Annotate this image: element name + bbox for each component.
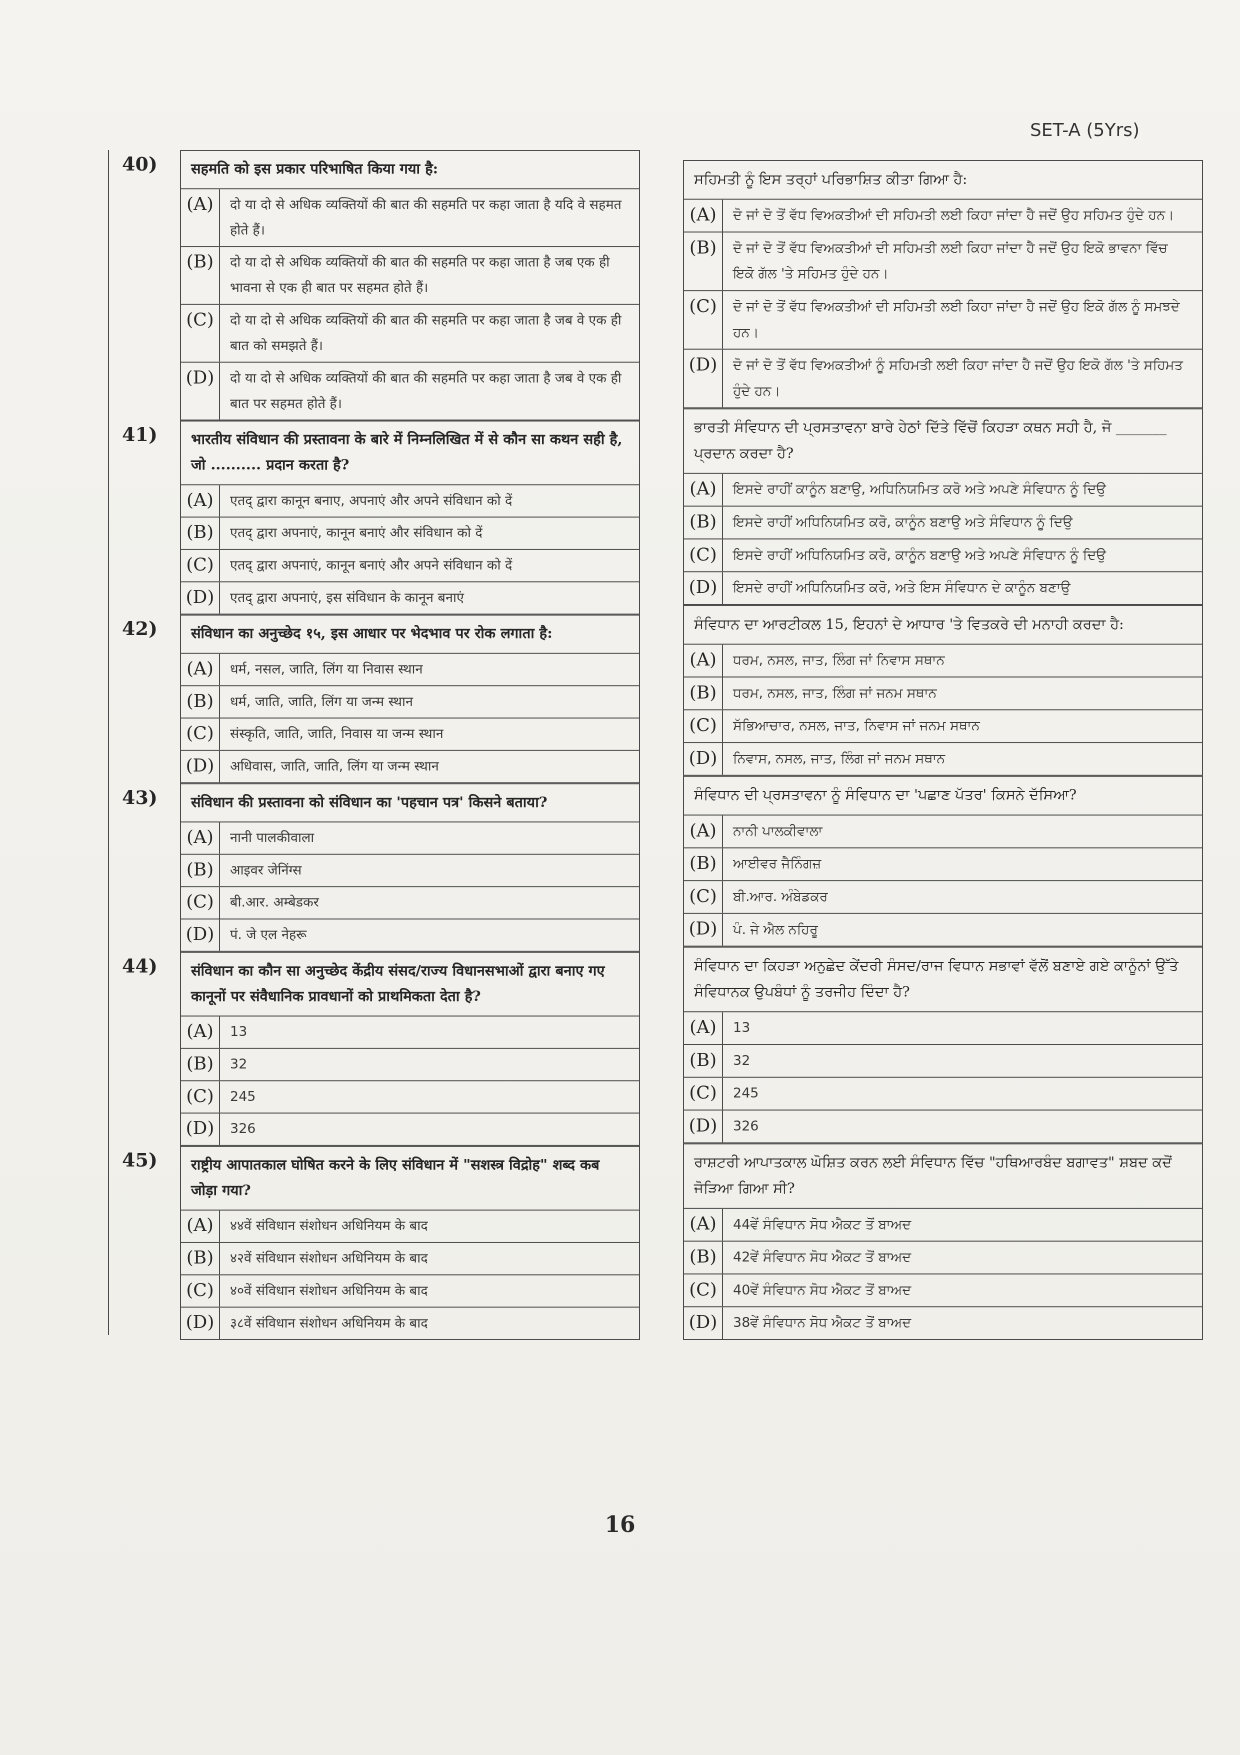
question-number: 45) [122, 1149, 158, 1172]
option-letter: (C) [181, 550, 220, 581]
option-letter: (C) [684, 710, 723, 742]
option-row [684, 881, 1202, 914]
option-row [181, 247, 639, 305]
question-block-punjabi [683, 605, 1203, 776]
option-letter: (A) [684, 645, 723, 677]
option-text: एतद् द्वारा अपनाएं, कानून बनाएं और संविधान को दें [230, 525, 483, 542]
option-row [181, 887, 639, 919]
hindi-column [108, 150, 640, 1340]
option-text: दो या दो से अधिक व्यक्तियों की बात की सहमति पर कहा जाता है जब एक ही भावना से एक ही बात पर सहमत होते हैं। [230, 254, 610, 297]
option-text: ਸੱਭਿਆਚਾਰ, ਨਸਲ, ਜਾਤ, ਨਿਵਾਸ ਜਾਂ ਜਨਮ ਸਥਾਨ [733, 718, 980, 735]
option-row [684, 507, 1202, 540]
option-text: 245 [733, 1085, 759, 1102]
question-block-punjabi [683, 160, 1203, 408]
option-row [684, 1209, 1202, 1242]
option-row [181, 189, 639, 247]
option-row [684, 474, 1202, 507]
question-block-punjabi [683, 408, 1203, 605]
question-block-hindi [180, 150, 640, 421]
option-row [181, 855, 639, 887]
question-stem: भारतीय संविधान की प्रस्तावना के बारे में निम्नलिखित में से कौन सा कथन सही है, जो .......... प्रदान करता है? [181, 422, 639, 486]
option-text: एतद् द्वारा अपनाएं, कानून बनाएं और अपने संविधान को दें [230, 557, 513, 574]
option-letter: (A) [181, 485, 220, 516]
option-row [684, 816, 1202, 849]
option-row [684, 848, 1202, 881]
option-row [684, 1045, 1202, 1078]
option-text: ਧਰਮ, ਨਸਲ, ਜਾਤ, ਲਿੰਗ ਜਾਂ ਜਨਮ ਸਥਾਨ [733, 685, 937, 702]
option-letter: (A) [684, 1012, 723, 1044]
question-number: 41) [122, 424, 158, 447]
option-row [181, 1243, 639, 1275]
option-text: आइवर जेनिंग्स [230, 862, 302, 879]
question-stem: ਸੰਵਿਧਾਨ ਦਾ ਆਰਟੀਕਲ 15, ਇਹਨਾਂ ਦੇ ਆਧਾਰ 'ਤੇ ਵਿਤਕਰੇ ਦੀ ਮਨਾਹੀ ਕਰਦਾ ਹੈ: [684, 606, 1202, 645]
option-row [684, 1242, 1202, 1275]
page-number: 16 [604, 1512, 636, 1538]
option-text: 32 [230, 1056, 248, 1073]
option-letter: (D) [684, 1111, 723, 1143]
option-row [684, 539, 1202, 572]
option-row [181, 654, 639, 686]
option-text: ਦੋ ਜਾਂ ਦੋ ਤੋਂ ਵੱਧ ਵਿਅਕਤੀਆਂ ਦੀ ਸਹਿਮਤੀ ਲਈ ਕਿਹਾ ਜਾਂਦਾ ਹੈ ਜਦੋਂ ਉਹ ਇਕੋ ਗੱਲ ਨੂੰ ਸਮਝਦੇ ਹਨ। [733, 299, 1180, 341]
option-row [684, 1111, 1202, 1144]
option-text: संस्कृति, जाति, जाति, निवास या जन्म स्थान [230, 726, 444, 743]
option-row [684, 743, 1202, 776]
option-letter: (A) [684, 816, 723, 848]
option-row [181, 822, 639, 854]
option-row [181, 1114, 639, 1146]
option-row [181, 1275, 639, 1307]
option-text: दो या दो से अधिक व्यक्तियों की बात की सहमति पर कहा जाता है जब वे एक ही बात पर सहमत होते हैं। [230, 370, 622, 412]
option-letter: (B) [684, 1045, 723, 1077]
question-stem: संविधान का कौन सा अनुच्छेद केंद्रीय संसद/राज्य विधानसभाओं द्वारा बनाए गए कानूनों पर संवैधानिक प्रावधानों को प्राथमिकता देता है? [181, 953, 639, 1017]
option-letter: (C) [684, 291, 723, 349]
punjabi-column [683, 160, 1203, 1340]
option-row [181, 1211, 639, 1243]
option-row [181, 1049, 639, 1081]
option-letter: (A) [181, 822, 220, 853]
option-text: ४४वें संविधान संशोधन अधिनियम के बाद [230, 1218, 428, 1235]
option-text: ४२वें संविधान संशोधन अधिनियम के बाद [230, 1250, 428, 1267]
option-row [181, 919, 639, 951]
option-letter: (D) [684, 743, 723, 775]
question-block-hindi [180, 783, 640, 952]
option-letter: (B) [181, 518, 220, 549]
option-text: ਆਈਵਰ ਜੈਨਿੰਗਜ਼ [733, 856, 822, 873]
option-text: ਇਸਦੇ ਰਾਹੀਂ ਅਧਿਨਿਯਮਿਤ ਕਰੋ, ਅਤੇ ਇਸ ਸੰਵਿਧਾਨ ਦੇ ਕਾਨੂੰਨ ਬਣਾਉ [733, 580, 1071, 597]
option-row [181, 1017, 639, 1049]
question-number: 42) [122, 618, 158, 641]
option-text: अधिवास, जाति, जाति, लिंग या जन्म स्थान [230, 758, 439, 775]
option-row [684, 291, 1202, 350]
option-row [684, 1307, 1202, 1340]
option-text: दो या दो से अधिक व्यक्तियों की बात की सहमति पर कहा जाता है जब वे एक ही बात को समझते हैं। [230, 312, 622, 354]
question-block-hindi [180, 1146, 640, 1340]
option-row [181, 751, 639, 783]
option-letter: (C) [684, 881, 723, 913]
option-text: दो या दो से अधिक व्यक्तियों की बात की सहमति पर कहा जाता है यदि वे सहमत होते हैं। [230, 197, 622, 239]
option-text: ३८वें संविधान संशोधन अधिनियम के बाद [230, 1315, 428, 1332]
option-letter: (A) [684, 200, 723, 232]
option-letter: (A) [684, 1209, 723, 1241]
option-letter: (A) [181, 189, 220, 246]
option-text: 13 [733, 1020, 751, 1037]
option-row [684, 677, 1202, 710]
option-letter: (B) [684, 507, 723, 539]
option-row [181, 1081, 639, 1113]
option-row [684, 710, 1202, 743]
option-row [181, 719, 639, 751]
option-row [684, 1274, 1202, 1307]
question-block-punjabi [683, 776, 1203, 947]
option-row [684, 572, 1202, 605]
option-text: एतद् द्वारा अपनाएं, इस संविधान के कानून बनाएं [230, 590, 464, 606]
option-letter: (D) [181, 1308, 220, 1339]
option-text: ਇਸਦੇ ਰਾਹੀਂ ਕਾਨੂੰਨ ਬਣਾਉ, ਅਧਿਨਿਯਮਿਤ ਕਰੋ ਅਤੇ ਅਪਣੇ ਸੰਵਿਧਾਨ ਨੂੰ ਦਿਉ [733, 481, 1106, 498]
question-number: 43) [122, 787, 158, 809]
option-letter: (D) [684, 350, 723, 408]
option-row [684, 1078, 1202, 1111]
question-stem: ਸਹਿਮਤੀ ਨੂੰ ਇਸ ਤਰ੍ਹਾਂ ਪਰਿਭਾਸ਼ਿਤ ਕੀਤਾ ਗਿਆ ਹੈ: [684, 161, 1202, 200]
option-row [684, 200, 1202, 233]
option-row [181, 582, 639, 614]
option-letter: (C) [181, 1081, 220, 1112]
question-block-punjabi [683, 1143, 1203, 1340]
option-text: 13 [230, 1024, 248, 1041]
question-number: 44) [122, 955, 158, 978]
option-row [181, 363, 639, 421]
option-row [181, 1308, 639, 1340]
option-letter: (A) [181, 654, 220, 685]
option-row [684, 233, 1202, 292]
question-stem: ਸੰਵਿਧਾਨ ਦੀ ਪ੍ਰਸਤਾਵਨਾ ਨੂੰ ਸੰਵਿਧਾਨ ਦਾ 'ਪਛਾਣ ਪੱਤਰ' ਕਿਸਨੇ ਦੱਸਿਆ? [684, 777, 1202, 816]
option-letter: (A) [181, 1017, 220, 1048]
option-text: ਇਸਦੇ ਰਾਹੀਂ ਅਧਿਨਿਯਮਿਤ ਕਰੋ, ਕਾਨੂੰਨ ਬਣਾਉ ਅਤੇ ਸੰਵਿਧਾਨ ਨੂੰ ਦਿਉ [733, 514, 1073, 531]
question-block-punjabi [683, 947, 1203, 1144]
question-stem: ਭਾਰਤੀ ਸੰਵਿਧਾਨ ਦੀ ਪ੍ਰਸਤਾਵਨਾ ਬਾਰੇ ਹੇਠਾਂ ਦਿੱਤੇ ਵਿੱਚੋਂ ਕਿਹੜਾ ਕਥਨ ਸਹੀ ਹੈ, ਜੋ _______ ਪ੍ਰਦਾਨ ਕਰਦਾ ਹੈ? [684, 409, 1202, 474]
option-letter: (D) [684, 572, 723, 604]
option-row [684, 1012, 1202, 1045]
option-text: 42ਵੇਂ ਸੰਵਿਧਾਨ ਸੋਧ ਐਕਟ ਤੋਂ ਬਾਅਦ [733, 1249, 912, 1266]
question-stem: संविधान की प्रस्तावना को संविधान का 'पहचान पत्र' किसने बताया? [181, 784, 639, 822]
option-letter: (A) [684, 474, 723, 506]
option-row [181, 485, 639, 517]
option-letter: (C) [684, 539, 723, 571]
option-letter: (D) [181, 363, 220, 420]
option-letter: (C) [181, 719, 220, 750]
option-letter: (B) [181, 1243, 220, 1274]
option-text: 245 [230, 1089, 256, 1105]
question-number: 40) [122, 153, 158, 176]
option-row [181, 686, 639, 718]
option-letter: (B) [684, 233, 723, 291]
option-letter: (D) [684, 914, 723, 946]
option-row [684, 914, 1202, 947]
question-block-hindi [180, 952, 640, 1146]
option-letter: (B) [684, 677, 723, 709]
option-text: ਪੰ. ਜੇ ਐਲ ਨਹਿਰੂ [733, 921, 818, 938]
option-text: एतद् द्वारा कानून बनाए, अपनाएं और अपने संविधान को दें [230, 493, 513, 509]
option-row [181, 518, 639, 550]
option-text: ਦੋ ਜਾਂ ਦੋ ਤੋਂ ਵੱਧ ਵਿਅਕਤੀਆਂ ਦੀ ਸਹਿਮਤੀ ਲਈ ਕਿਹਾ ਜਾਂਦਾ ਹੈ ਜਦੋਂ ਉਹ ਇਕੋ ਭਾਵਨਾ ਵਿੱਚ ਇਕੋ ਗੱਲ 'ਤੇ ਸਹਿਮਤ ਹੁੰਦੇ ਹਨ। [733, 240, 1168, 283]
option-text: 38ਵੇਂ ਸੰਵਿਧਾਨ ਸੋਧ ਐਕਟ ਤੋਂ ਬਾਅਦ [733, 1315, 912, 1332]
option-text: धर्म, जाति, जाति, लिंग या जन्म स्थान [230, 694, 413, 710]
option-letter: (C) [181, 1275, 220, 1306]
option-text: ਦੋ ਜਾਂ ਦੋ ਤੋਂ ਵੱਧ ਵਿਅਕਤੀਆਂ ਦੀ ਸਹਿਮਤੀ ਲਈ ਕਿਹਾ ਜਾਂਦਾ ਹੈ ਜਦੋਂ ਉਹ ਸਹਿਮਤ ਹੁੰਦੇ ਹਨ। [733, 207, 1175, 224]
option-text: नानी पालकीवाला [230, 830, 315, 846]
option-text: पं. जे एल नेहरू [230, 927, 307, 944]
option-letter: (C) [684, 1274, 723, 1306]
option-text: बी.आर. अम्बेडकर [230, 894, 319, 911]
option-letter: (D) [181, 582, 220, 613]
option-text: 326 [230, 1121, 256, 1138]
option-text: धर्म, नसल, जाति, लिंग या निवास स्थान [230, 661, 423, 678]
option-row [181, 550, 639, 582]
option-letter: (C) [181, 887, 220, 918]
question-stem: राष्ट्रीय आपातकाल घोषित करने के लिए संविधान में "सशस्त्र विद्रोह" शब्द कब जोड़ा गया? [181, 1147, 639, 1211]
option-letter: (C) [181, 305, 220, 362]
question-stem: संविधान का अनुच्छेद १५, इस आधार पर भेदभाव पर रोक लगाता है: [181, 616, 639, 654]
question-stem: सहमति को इस प्रकार परिभाषित किया गया है: [181, 151, 639, 189]
option-text: 32 [733, 1052, 751, 1069]
option-row [181, 305, 639, 363]
option-text: ਨਾਨੀ ਪਾਲਕੀਵਾਲਾ [733, 823, 823, 840]
option-letter: (B) [684, 848, 723, 880]
option-text: 40ਵੇਂ ਸੰਵਿਧਾਨ ਸੋਧ ਐਕਟ ਤੋਂ ਬਾਅਦ [733, 1282, 912, 1299]
option-letter: (B) [181, 855, 220, 886]
question-block-hindi [180, 615, 640, 784]
option-letter: (A) [181, 1211, 220, 1242]
option-letter: (B) [181, 247, 220, 304]
option-text: ਧਰਮ, ਨਸਲ, ਜਾਤ, ਲਿੰਗ ਜਾਂ ਨਿਵਾਸ ਸਥਾਨ [733, 652, 945, 669]
option-row [684, 645, 1202, 678]
option-letter: (D) [181, 751, 220, 782]
option-letter: (B) [181, 686, 220, 717]
option-letter: (B) [181, 1049, 220, 1080]
question-block-hindi [180, 421, 640, 615]
option-text: ਦੋ ਜਾਂ ਦੋ ਤੋਂ ਵੱਧ ਵਿਅਕਤੀਆਂ ਨੂੰ ਸਹਿਮਤੀ ਲਈ ਕਿਹਾ ਜਾਂਦਾ ਹੈ ਜਦੋਂ ਉਹ ਇਕੋ ਗੱਲ 'ਤੇ ਸਹਿਮਤ ਹੁੰਦੇ ਹਨ। [733, 357, 1183, 400]
option-text: 326 [733, 1118, 759, 1135]
option-text: ਬੀ.ਆਰ. ਅੰਬੇਡਕਰ [733, 889, 828, 905]
option-text: ਨਿਵਾਸ, ਨਸਲ, ਜਾਤ, ਲਿੰਗ ਜਾਂ ਜਨਮ ਸਥਾਨ [733, 750, 946, 767]
question-stem: ਰਾਸ਼ਟਰੀ ਆਪਾਤਕਾਲ ਘੋਸ਼ਿਤ ਕਰਨ ਲਈ ਸੰਵਿਧਾਨ ਵਿੱਚ "ਹਥਿਆਰਬੰਦ ਬਗਾਵਤ" ਸ਼ਬਦ ਕਦੋਂ ਜੋੜਿਆ ਗਿਆ ਸੀ? [684, 1144, 1202, 1209]
option-letter: (D) [684, 1307, 723, 1339]
option-letter: (C) [684, 1078, 723, 1110]
option-row [684, 350, 1202, 409]
option-letter: (B) [684, 1242, 723, 1274]
option-text: ਇਸਦੇ ਰਾਹੀਂ ਅਧਿਨਿਯਮਿਤ ਕਰੋ, ਕਾਨੂੰਨ ਬਣਾਉ ਅਤੇ ਅਪਣੇ ਸੰਵਿਧਾਨ ਨੂੰ ਦਿਉ [733, 547, 1106, 564]
question-stem: ਸੰਵਿਧਾਨ ਦਾ ਕਿਹੜਾ ਅਨੁਛੇਦ ਕੇਂਦਰੀ ਸੰਸਦ/ਰਾਜ ਵਿਧਾਨ ਸਭਾਵਾਂ ਵੱਲੋਂ ਬਣਾਏ ਗਏ ਕਾਨੂੰਨਾਂ ਉੱਤੇ ਸੰਵਿਧਾਨਕ ਉਪਬੰਧਾਂ ਨੂੰ ਤਰਜੀਹ ਦਿੰਦਾ ਹੈ? [684, 948, 1202, 1013]
set-label: SET-A (5Yrs) [1030, 120, 1140, 141]
option-text: 44ਵੇਂ ਸੰਵਿਧਾਨ ਸੋਧ ਐਕਟ ਤੋਂ ਬਾਅਦ [733, 1216, 912, 1233]
option-letter: (D) [181, 1114, 220, 1145]
option-text: ४०वें संविधान संशोधन अधिनियम के बाद [230, 1283, 428, 1299]
option-letter: (D) [181, 919, 220, 950]
